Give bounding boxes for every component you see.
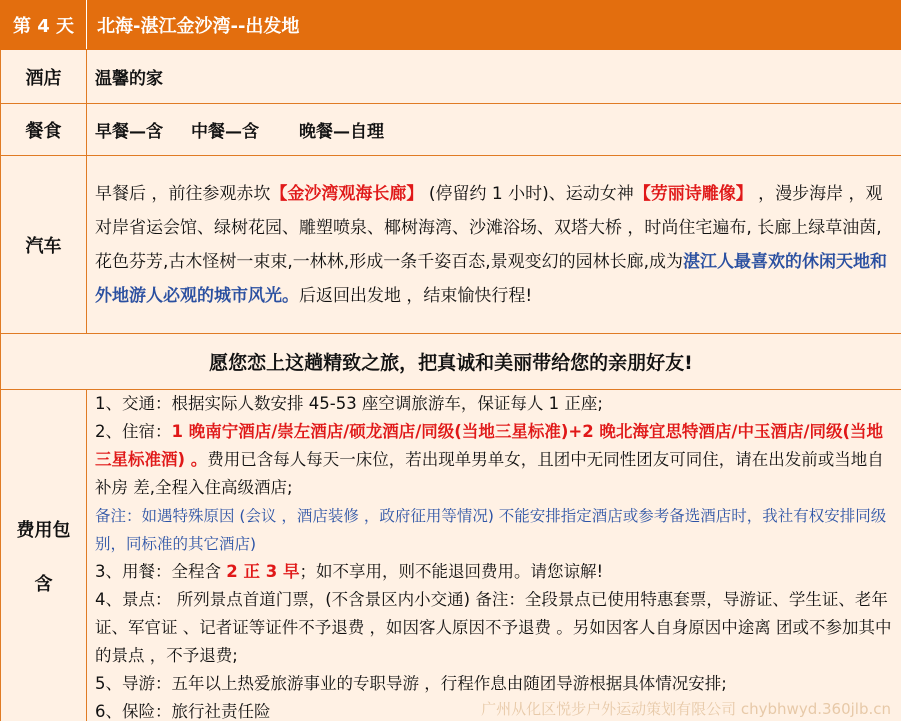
fee-meals-prefix: 3、用餐：全程含 bbox=[95, 562, 221, 581]
fees-label-line1: 费用包 bbox=[16, 520, 71, 541]
bus-highlight-2: 【劳丽诗雕像】 bbox=[633, 183, 753, 204]
fees-content bbox=[87, 390, 901, 721]
bus-paragraph bbox=[95, 177, 895, 313]
hotel-label: 酒店 bbox=[1, 50, 87, 104]
meals-label: 餐食 bbox=[1, 104, 87, 156]
fees-label bbox=[1, 390, 87, 721]
dinner-text: 晚餐—自理 bbox=[299, 122, 384, 142]
bus-text-2: (停留约 1 小时)、运动女神 bbox=[428, 183, 634, 204]
breakfast-text: 早餐—含 bbox=[95, 122, 163, 142]
hotel-row bbox=[1, 50, 901, 104]
fee-meals-suffix: ；如不享用，则不能退回费用。请您谅解! bbox=[299, 562, 604, 581]
bus-highlight-3: 湛江人最喜欢的休闲天地和外地游人必观的城市风光。 bbox=[95, 251, 888, 306]
bus-description bbox=[87, 156, 901, 334]
bus-text-3: ，漫步海岸 ，观对岸省运会馆、绿树花园、雕塑喷泉、椰树海湾、沙滩浴场、双塔大桥 ，时尚住宅遍布, 长廊上绿草油茵,花色芬芳,古木怪树一束束,一林林,形成一条千姿百态,景观变幻的园林长廊,成为 bbox=[95, 183, 883, 272]
day-label: 第 4 天 bbox=[1, 1, 87, 50]
fee-lodging-hotels: 1 晚南宁酒店/崇左酒店/硕龙酒店/同级(当地三星标准)+2 晚北海宜思特酒店/中玉酒店/同级(当地三星标准酒) 。 bbox=[95, 422, 884, 469]
hotel-value: 温馨的家 bbox=[87, 50, 901, 104]
fee-lodging-prefix: 2、住宿： bbox=[95, 422, 172, 441]
bus-text-4: 后返回出发地 ，结束愉快行程! bbox=[299, 285, 533, 306]
fee-lodging bbox=[95, 418, 895, 502]
fee-meals-count: 2 正 3 早 bbox=[226, 562, 300, 581]
fees-row bbox=[1, 390, 901, 721]
bus-highlight-1: 【金沙湾观海长廊】 bbox=[270, 183, 424, 204]
fee-insurance: 6、保险：旅行社责任险 bbox=[95, 702, 271, 721]
day-header-row bbox=[1, 1, 901, 50]
fee-lodging-suffix: 费用已含每人每天一床位，若出现单男单女，且团中无同性团友可同住，请在出发前或当地自补房 差,全程入住高级酒店; bbox=[95, 450, 884, 497]
fee-sights: 4、景点： 所列景点首道门票，(不含景区内小交通) 备注：全段景点已使用特惠套票，导游证、学生证、老年证、军官证 、记者证等证件不予退费 ，如因客人原因不予退费 。另如因客人自身原因中途离 团或不参加其中的景点 ，不予退费; bbox=[95, 590, 892, 665]
fee-guide: 5、导游：五年以上热爱旅游事业的专职导游 ，行程作息由随团导游根据具体情况安排; bbox=[95, 674, 727, 693]
fee-transport: 1、交通：根据实际人数安排 45-53 座空调旅游车，保证每人 1 正座; bbox=[95, 394, 603, 413]
route-title: 北海-湛江金沙湾--出发地 bbox=[87, 1, 901, 50]
slogan-row bbox=[1, 334, 901, 390]
fee-note: 备注：如遇特殊原因 (会议 ，酒店装修 ，政府征用等情况) 不能安排指定酒店或参考备选酒店时，我社有权安排同级别，同标准的其它酒店) bbox=[95, 507, 887, 553]
bus-label: 汽车 bbox=[1, 156, 87, 334]
bus-row bbox=[1, 156, 901, 334]
slogan-text: 愿您恋上这趟精致之旅，把真诚和美丽带给您的亲朋好友! bbox=[1, 334, 901, 390]
meals-row bbox=[1, 104, 901, 156]
bus-text-1: 早餐后 ，前往参观赤坎 bbox=[95, 183, 271, 204]
watermark-text: 广州从化区悦步户外运动策划有限公司 chybhwyd.360jlb.cn bbox=[481, 700, 891, 718]
lunch-text: 中餐—含 bbox=[191, 122, 259, 142]
meals-value bbox=[87, 104, 901, 156]
fees-label-line2: 含 bbox=[34, 574, 53, 595]
fee-meals bbox=[95, 558, 895, 586]
